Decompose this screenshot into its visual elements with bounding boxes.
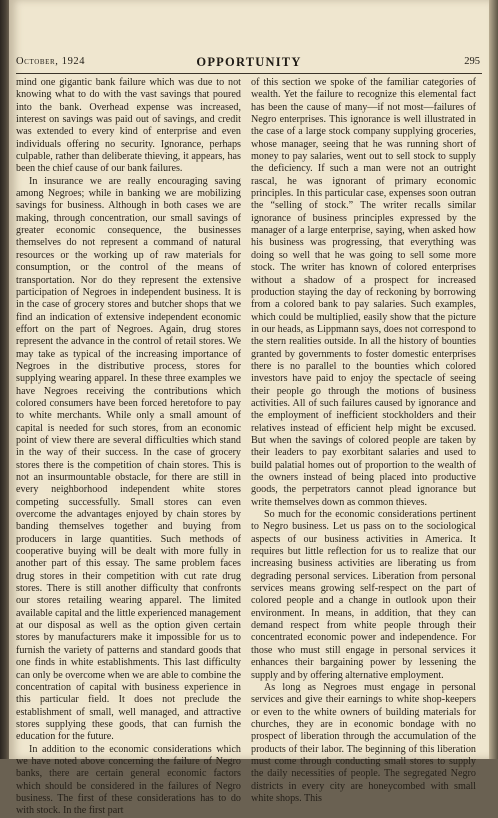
book-binding [0,0,9,759]
header-rule [16,73,482,74]
page-number: 295 [464,56,480,67]
paragraph: mind one gigantic bank failure which was due to not knowing what to do with the vast savings that poured into the bank. Overhead expense was increased, interest on savings was paid out of savings, and credit was extended to every kind of enterprise and even individuals offering no security. Ignorance, perhaps culpable, rather than deliberate thieving, it appears, has been the chief cause of our bank failures. [16,77,241,175]
paragraph: In insurance we are really encouraging saving among Negroes; while in banking we are mobilizing savings for business. Although in both cases we are making, through concentration, our small savings of greater economic consequence, the businesses themselves do not represent a command of natural resources or the working up of raw materials for consumption, or the control of the means of transportation. Nor do they represent the extensive participation of Negroes in independent business. It is in the case of grocery stores and butcher shops that we find an indication of extensive independent economic effort on the part of Negroes. Again, drug stores represent the advance in the control of retail stores. We may take as typical of the increasing importance of Negroes in the distributive process, stores for supplying wearing apparel. In these three examples we have Negroes receiving the contributions which colored consumers have been forced heretofore to pay to white merchants. While only a small amount of capital is needed for such stores, from an economic point of view there are several difficulties which stand in the way of their success. In the case of grocery stores there is the competition of chain stores. This is not an insurmountable obstacle, for there are still in every neighborhood independent white stores competing successfully. Small stores can even overcome the advantages enjoyed by chain stores by banding themselves together and buying from producers in large quantities. Such methods of cooperative buying will be dealt with more fully in another part of this essay. The same problem faces drug stores in their competition with cut rate drug stores. There is still another difficulty that confronts our stores retailing wearing apparel. The limited available capital and the little experienced management at our disposal as well as the option given certain stores by manufacturers make it impossible for us to furnish the variety of patterns and standard goods that one finds in white establishments. This last difficulty can only be overcome when we are able to combine the concentration of capital with business experience in this particular field. It does not preclude the establishment of small, well managed, and attractive stores supplying these goods, that can furnish the education for the future. [16,175,241,743]
left-column [16,77,241,818]
running-header [16,56,482,70]
page-edge [489,0,498,759]
right-column [251,77,476,805]
header-date: October, 1924 [16,56,86,67]
paragraph: In addition to the economic considerations which we have noted above concerning the failure of Negro banks, there are certain general economic factors which should be considered in the failures of Negro business. The first of these considerations has to do with stock. In the first part [16,743,241,817]
header-title: OPPORTUNITY [196,55,302,69]
paragraph: of this section we spoke of the familiar categories of wealth. Yet the failure to recognize this elemental fact has been the cause of many—if not most—failures of Negro enterprises. This ignorance is well illustrated in the case of a large stock company supplying groceries, whose manager, seeing that he was running short of money to pay salaries, went out to sell stock to supply the deficiency. If such a man were not an outright rascal, he was ignorant of primary economic principles. In this particular case, expenses soon outran the “selling of stock.” The writer recalls similar ignorance of business principles expressed by the manager of a large enterprise, saying, when asked how his business was progressing, that everything was doing so well that he was going to sell some more stock. The writer has known of colored enterprises without a shadow of a prospect for increased production staying the day of reckoning by borrowing from a colored bank to pay salaries. Such examples, which could be multiplied, easily show that the picture in our heads, as Lippmann says, does not correspond to the stern realities outside. In all the history of bounties granted by governments to foster domestic enterprises there is no parallel to the bounties which colored investors have paid to enjoy the spectacle of seeing their people go through the motions of business activities. All of such failures caused by ignorance and the employment of inefficient stockholders and their relatives instead of efficient help might be excused. But when the savings of colored people are taken by their leaders to pay exorbitant salaries and used to build palatial homes out of proportion to the wealth of the owners instead of being placed into productive goods, the perpetrators cannot plead ignorance but write themselves down as common thieves. [251,77,476,508]
paragraph: So much for the economic considerations pertinent to Negro business. Let us pass on to the sociological aspects of our business activities in America. It requires but little reflection for us to realize that our increasing business activities are liberating us from degrading personal services. Liberation from personal services means growing self-respect on the part of colored people and a change in outlook upon their environment. In means, in addition, that they can demand respect from white people through their concentrated economic power and independence. For those who must still engage in personal services it enhances their bargaining power by lessening the supply and by offering alternative employment. [251,509,476,681]
paragraph: As long as Negroes must engage in personal services and give their earnings to white shop-keepers or even to the white owners of building materials for churches, they are in economic bondage with no prospect of liberation through the accumulation of the products of their labor. The beginning of this liberation must come through conducting small stores to supply the daily necessities of people. The segregated Negro districts in every city are honeycombed with small white shops. This [251,681,476,804]
